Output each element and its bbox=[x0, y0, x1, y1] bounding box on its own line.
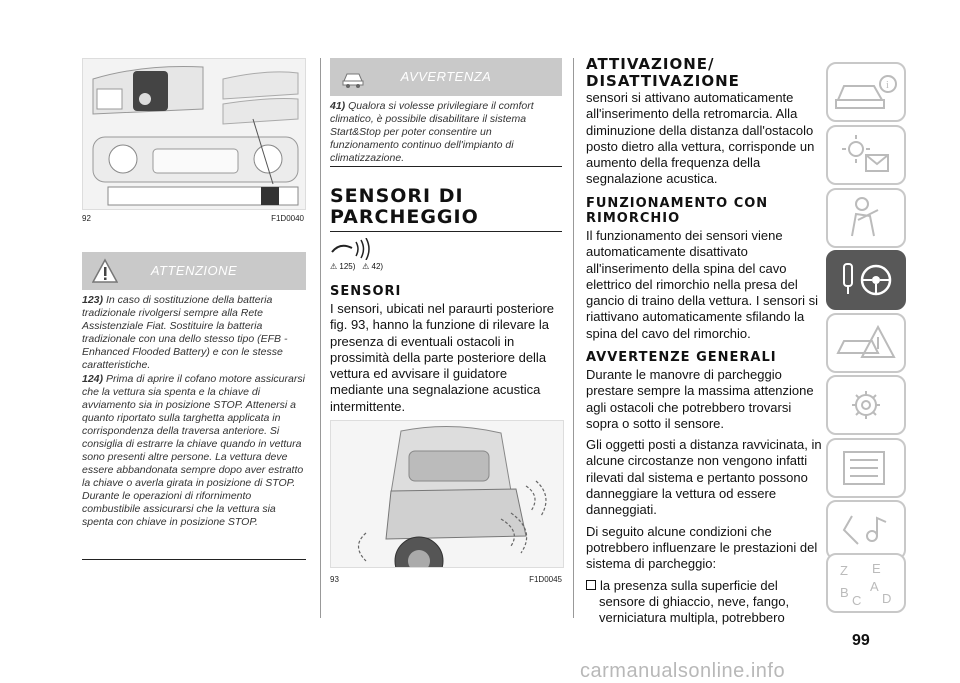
sensori-text: I sensori, ubicati nel paraurti posteriore fig. 93, hanno la funzione di rilevare la presenza di eventuali ostacoli in prossimità della parte posteriore della vettura ed avvisare il guidatore mediante una segnalazione acustica intermittente. bbox=[330, 301, 555, 414]
warning-lights-icon bbox=[828, 127, 904, 183]
attivazione-text: sensori si attivano automaticamente all'inserimento della retromarcia. Alla diminuzione della distanza dall'ostacolo posto dietro alla vettura, corrisponde un aumento della frequenza della segnalazione acustica. bbox=[586, 90, 815, 187]
car-info-icon bbox=[828, 64, 904, 120]
warning-icon-small: ⚠ bbox=[330, 262, 338, 271]
figure-93-caption bbox=[330, 575, 562, 584]
avvertenza-body bbox=[330, 96, 562, 165]
page-number: 99 bbox=[852, 632, 870, 649]
tab-settings-check[interactable] bbox=[826, 438, 906, 498]
tab-key-steering[interactable] bbox=[826, 250, 906, 310]
figure-93-rear-car bbox=[330, 420, 564, 568]
ref-124: 124) bbox=[82, 373, 104, 385]
section-title-sensori-di-parcheggio: SENSORI DI PARCHEGGIO bbox=[330, 185, 479, 228]
tab-airbag-seat[interactable] bbox=[826, 188, 906, 248]
ref-42: 42) bbox=[371, 262, 384, 271]
alphabet-index-icon bbox=[828, 555, 904, 611]
rimorchio-body bbox=[586, 228, 822, 347]
section-title-generali: AVVERTENZE GENERALI bbox=[586, 350, 777, 365]
info-icon-small: ⚠ bbox=[362, 262, 370, 271]
attenzione-p2: Prima di aprire il cofano motore assicurarsi che la vettura sia spenta e la chiave di avviamento sia in posizione STOP. Attenersi a quanto riportato sulla targhetta applicata in corrispondenza della traversa anteriore. Si consiglia di estrarre la chiave quando in vettura sono presenti altre persone. La vettura deve essere abbandonata sempre dopo aver estratto la chiave o averla girata in posizione di STOP. Durante le operazioni di rifornimento combustibile assicurarsi che la vettura sia spenta con chiave in posizione STOP. bbox=[82, 373, 305, 528]
figure-code: F1D0045 bbox=[529, 575, 562, 584]
sensori-body bbox=[330, 301, 562, 420]
figure-code: F1D0040 bbox=[271, 214, 304, 223]
settings-check-icon bbox=[828, 440, 904, 496]
ref-123: 123) bbox=[82, 294, 104, 306]
figure-number: 92 bbox=[82, 214, 91, 223]
attenzione-header bbox=[82, 252, 306, 290]
dashboard-illustration bbox=[83, 59, 305, 209]
maintenance-icon bbox=[828, 377, 904, 433]
svg-text:i: i bbox=[886, 80, 889, 91]
avvertenza-header bbox=[330, 58, 562, 96]
tab-maintenance[interactable] bbox=[826, 375, 906, 435]
generali-p3: Di seguito alcune condizioni che potrebbero influenzare le prestazioni del sistema di parcheggio: bbox=[586, 523, 818, 572]
svg-text:E: E bbox=[872, 561, 881, 576]
svg-text:D: D bbox=[882, 591, 892, 606]
generali-p2: Gli oggetti posti a distanza ravvicinata, in alcune circostanze non vengono infatti rilevati dal sistema e pertanto possono danneggiare la vettura od essere danneggiati. bbox=[586, 437, 822, 518]
attenzione-title: ATTENZIONE bbox=[150, 263, 238, 278]
attenzione-body bbox=[82, 290, 306, 529]
checkbox-bullet-icon bbox=[586, 580, 596, 590]
tab-car-info[interactable] bbox=[826, 62, 906, 122]
sensor-symbols bbox=[330, 238, 562, 278]
column-divider-1 bbox=[320, 58, 321, 618]
attenzione-p1: In caso di sostituzione della batteria tradizionale rivolgersi sempre alla Rete Assistenziale Fiat. Sostituire la batteria tradizionale con una dello stesso tipo (EFB - Enhanced Flooded Battery) e con le stesse caratteristiche. bbox=[82, 294, 288, 371]
airbag-seat-icon bbox=[828, 190, 904, 246]
multimedia-icon bbox=[828, 502, 904, 558]
section-title-rimorchio: FUNZIONAMENTO CON RIMORCHIO bbox=[586, 196, 769, 226]
generali-body bbox=[586, 367, 822, 631]
figure-number: 93 bbox=[330, 575, 339, 584]
column-divider-2 bbox=[573, 58, 574, 618]
ref-125: 125) bbox=[339, 262, 356, 271]
tab-warning-lights[interactable] bbox=[826, 125, 906, 185]
svg-text:B: B bbox=[840, 585, 849, 600]
generali-bullet-1 bbox=[586, 578, 822, 627]
svg-text:Z: Z bbox=[840, 563, 848, 578]
avvertenza-box bbox=[330, 58, 562, 166]
svg-text:C: C bbox=[852, 593, 862, 608]
tab-multimedia[interactable] bbox=[826, 500, 906, 560]
avvertenza-text: Qualora si volesse privilegiare il comfort climatico, è possibile disabilitare il sistema Start&Stop per poter consentire un funzionamento continuo dell'impianto di climatizzazione. bbox=[330, 100, 534, 164]
generali-p1: Durante le manovre di parcheggio prestare sempre la massima attenzione agli ostacoli che potrebbero trovarsi sopra o sotto il sensore. bbox=[586, 367, 814, 431]
ref-41: 41) bbox=[330, 100, 346, 112]
svg-text:A: A bbox=[870, 579, 879, 594]
rimorchio-text: Il funzionamento dei sensori viene automaticamente disattivato all'inserimento della spina del cavo elettrico del rimorchio nella presa del gancio di traino della vettura. I sensori si riattivano automaticamente sfilando la spina del cavo del rimorchio. bbox=[586, 228, 818, 341]
key-steering-icon bbox=[828, 252, 904, 308]
avvertenza-title: AVVERTENZA bbox=[400, 69, 492, 84]
watermark: carmanualsonline.info bbox=[580, 660, 786, 682]
section-rule bbox=[330, 231, 562, 232]
tab-warning-triangle[interactable] bbox=[826, 313, 906, 373]
tab-alphabet-index[interactable] bbox=[826, 553, 906, 613]
rear-car-sensor-illustration bbox=[331, 421, 563, 567]
avvertenza-bottom-rule bbox=[330, 166, 562, 167]
parking-sensor-icon bbox=[330, 238, 380, 260]
section-title-attivazione: ATTIVAZIONE/ DISATTIVAZIONE bbox=[586, 55, 740, 90]
generali-bullet-1-text: la presenza sulla superficie del sensore di ghiaccio, neve, fango, verniciatura multipla, potrebbero bbox=[599, 577, 790, 626]
attivazione-body bbox=[586, 90, 822, 193]
figure-92-dashboard bbox=[82, 58, 306, 210]
attenzione-bottom-rule bbox=[82, 559, 306, 560]
chapter-tabs bbox=[826, 0, 956, 620]
subtitle-sensori: SENSORI bbox=[330, 284, 402, 299]
figure-92-caption bbox=[82, 214, 304, 223]
warning-triangle-icon bbox=[828, 315, 904, 371]
attenzione-box bbox=[82, 252, 306, 530]
